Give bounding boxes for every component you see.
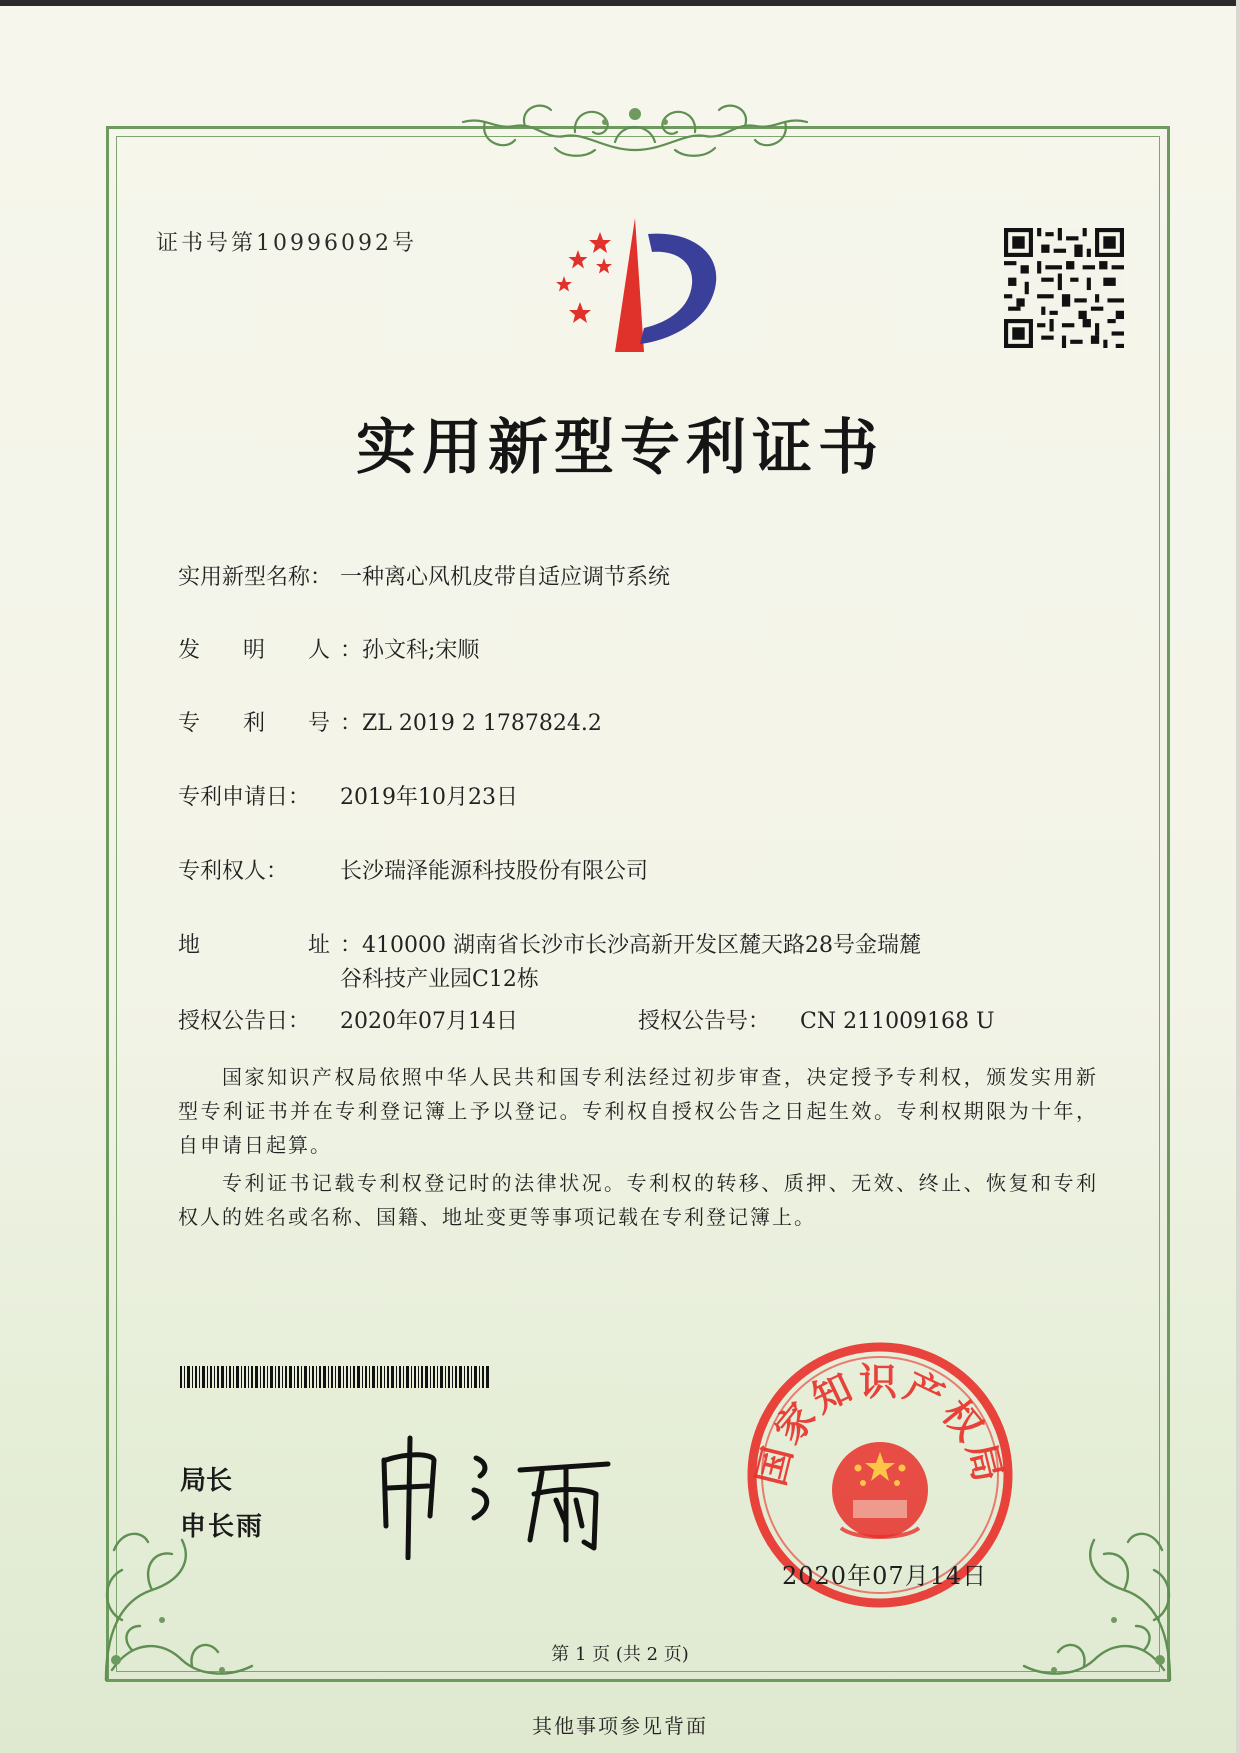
label-colon: ： bbox=[340, 638, 363, 663]
field-label: 专利申请日： bbox=[178, 785, 311, 810]
field-value: 2020年07月14日 bbox=[340, 1009, 518, 1034]
label-char: 明 bbox=[242, 638, 265, 663]
scan-top-edge bbox=[0, 0, 1240, 6]
label-colon: ： bbox=[340, 933, 363, 958]
label-colon: ： bbox=[340, 711, 363, 736]
field-utility-model-name bbox=[178, 560, 670, 591]
director-title: 局长 bbox=[180, 1466, 233, 1496]
cnipa-logo-icon bbox=[540, 212, 740, 362]
label-char: 址 bbox=[307, 933, 330, 958]
field-value: 410000 湖南省长沙市长沙高新开发区麓天路28号金瑞麓 bbox=[362, 933, 921, 958]
field-value: 长沙瑞泽能源科技股份有限公司 bbox=[340, 859, 649, 884]
field-label bbox=[178, 633, 330, 664]
seal-text: 国家知识产权局 bbox=[748, 1360, 1012, 1490]
field-grant-number bbox=[638, 1004, 995, 1035]
field-value: 孙文科;宋顺 bbox=[362, 638, 480, 663]
field-value: 一种离心风机皮带自适应调节系统 bbox=[340, 565, 671, 590]
label-char: 发 bbox=[178, 638, 201, 663]
field-inventor bbox=[178, 633, 479, 664]
barcode-icon bbox=[180, 1366, 490, 1388]
label-char: 地 bbox=[178, 933, 201, 958]
field-label: 专利权人： bbox=[178, 859, 289, 884]
page-number: 第 1 页 (共 2 页) bbox=[551, 1644, 689, 1665]
director-name: 申长雨 bbox=[180, 1512, 265, 1542]
certificate-title: 实用新型专利证书 bbox=[356, 413, 884, 483]
certificate-number: 证书号第10996092号 bbox=[156, 231, 417, 256]
seal-date: 2020年07月14日 bbox=[782, 1562, 988, 1590]
grant-statement-paragraph: 国家知识产权局依照中华人民共和国专利法经过初步审查，决定授予专利权，颁发实用新型专利证书并在专利登记簿上予以登记。专利权自授权公告之日起生效。专利权期限为十年，自申请日起算。 bbox=[178, 1065, 1098, 1157]
director-signature bbox=[370, 1430, 640, 1560]
field-grant-date bbox=[178, 1004, 518, 1035]
field-value: 2019年10月23日 bbox=[340, 785, 518, 810]
field-patent-number bbox=[178, 706, 602, 737]
field-address-line2: 谷科技产业园C12栋 bbox=[340, 967, 539, 992]
footer-note: 其他事项参见背面 bbox=[532, 1714, 708, 1738]
field-label: 授权公告号： bbox=[638, 1009, 771, 1034]
label-char: 人 bbox=[307, 638, 330, 663]
label-char: 专 bbox=[178, 711, 201, 736]
qr-code-icon bbox=[1004, 228, 1124, 348]
field-address bbox=[178, 928, 921, 959]
legal-status-paragraph: 专利证书记载专利权登记时的法律状况。专利权的转移、质押、无效、终止、恢复和专利权人的姓名或名称、国籍、地址变更等事项记载在专利登记簿上。 bbox=[178, 1171, 1098, 1229]
scan-right-edge bbox=[1236, 0, 1240, 1753]
label-char: 号 bbox=[307, 711, 330, 736]
label-char: 利 bbox=[242, 711, 265, 736]
field-label bbox=[178, 706, 330, 737]
field-value: CN 211009168 U bbox=[800, 1009, 995, 1034]
field-value: ZL 2019 2 1787824.2 bbox=[362, 711, 602, 736]
field-patentee bbox=[178, 854, 648, 885]
field-label: 授权公告日： bbox=[178, 1009, 311, 1034]
top-ornament-icon bbox=[455, 92, 815, 166]
field-filing-date bbox=[178, 780, 518, 811]
field-label: 实用新型名称： bbox=[178, 565, 333, 590]
field-label bbox=[178, 928, 330, 959]
